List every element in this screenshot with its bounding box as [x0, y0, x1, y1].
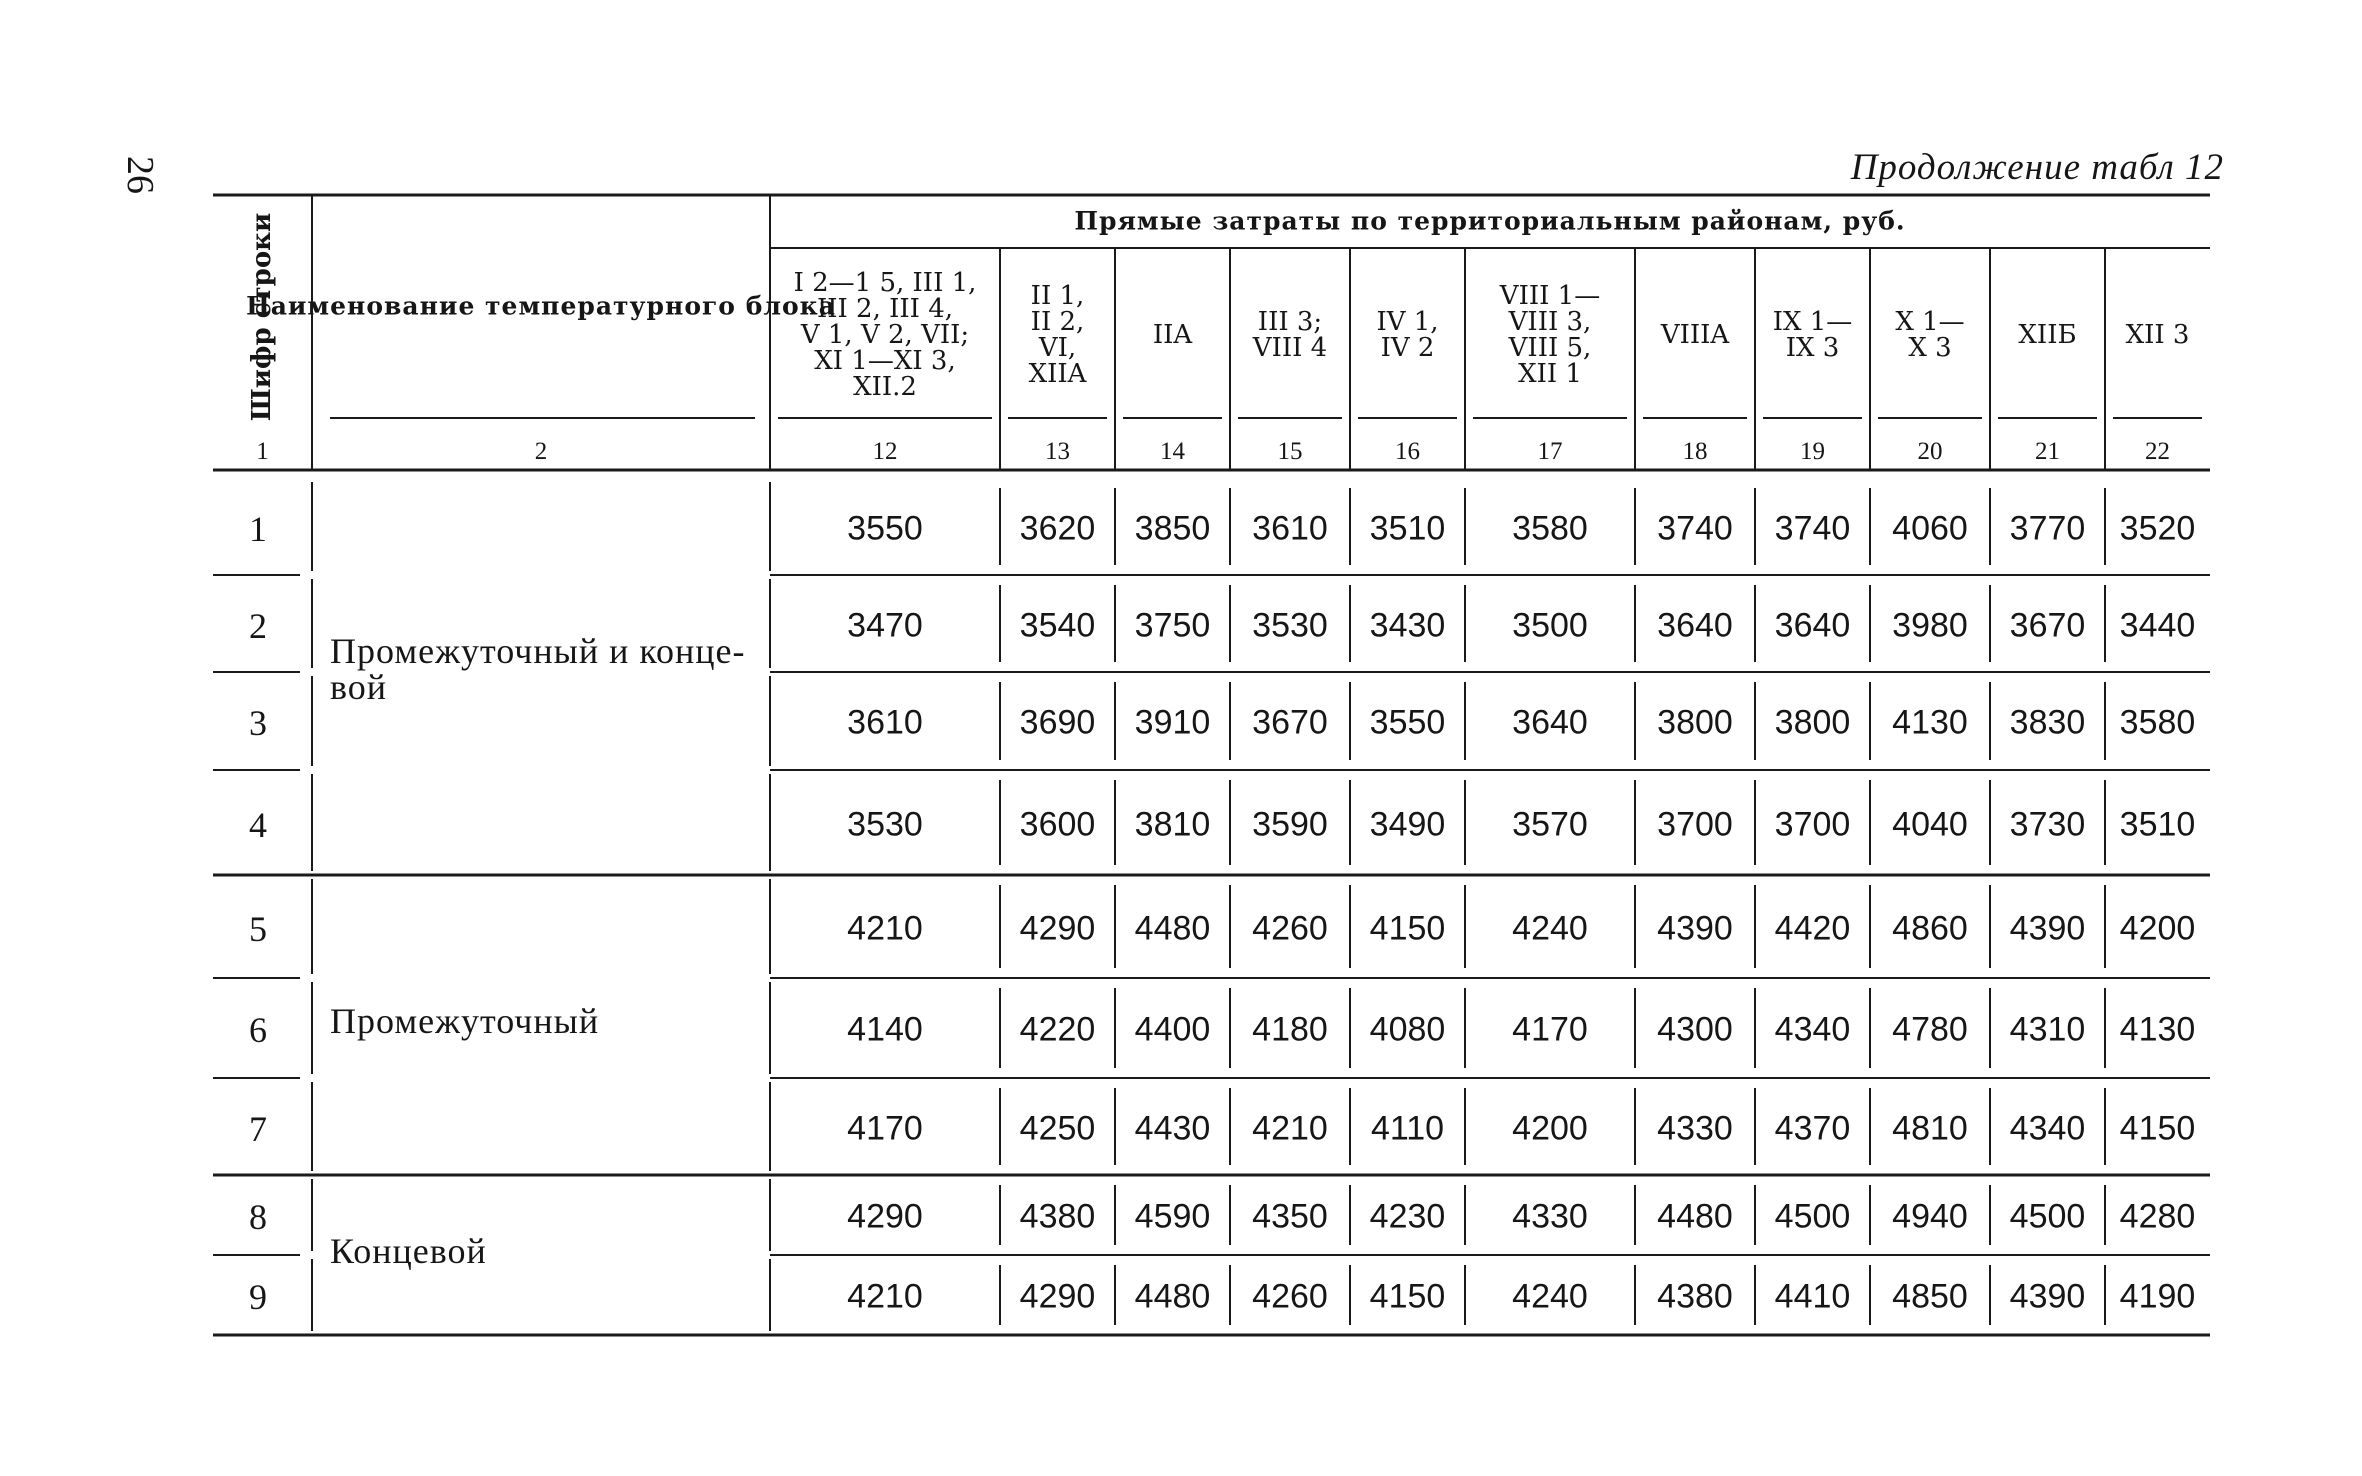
- page-number: 26: [119, 156, 161, 194]
- table-continuation-caption: Продолжение табл 12: [1850, 147, 2224, 188]
- column-number-14: 14: [1160, 438, 1185, 465]
- cost-cell: 4390: [2009, 1277, 2086, 1316]
- cost-cell: 4290: [847, 1197, 923, 1236]
- cost-cell: 4290: [1019, 909, 1096, 947]
- row-code: 9: [249, 1277, 267, 1317]
- cost-cell: 4260: [1252, 909, 1328, 947]
- row-code: 5: [249, 908, 267, 949]
- cost-cell: 4340: [1774, 1010, 1851, 1049]
- cost-cell: 4260: [1252, 1277, 1328, 1316]
- cost-cell: 4210: [1252, 1109, 1328, 1147]
- cost-cell: 3810: [1134, 805, 1211, 843]
- cost-cell: 3540: [1019, 606, 1096, 644]
- cost-cell: 3670: [1252, 703, 1328, 742]
- column-number-20: 20: [1917, 438, 1943, 465]
- cost-cell: 3600: [1019, 805, 1096, 843]
- cost-cell: 3490: [1369, 805, 1446, 843]
- cost-cell: 3640: [1774, 606, 1851, 644]
- cost-cell: 3580: [1512, 509, 1588, 547]
- cost-cell: 4480: [1134, 909, 1211, 947]
- cost-cell: 4860: [1892, 909, 1968, 947]
- header-district-11: XII 3: [2125, 320, 2190, 350]
- header-district-7: VIIIA: [1660, 320, 1730, 350]
- cost-cell: 4240: [1512, 1277, 1588, 1316]
- cost-cell: 4150: [1369, 1277, 1446, 1316]
- cost-cell: 3690: [1019, 703, 1096, 742]
- cost-cell: 3750: [1134, 606, 1211, 644]
- cost-cell: 3610: [1252, 509, 1328, 547]
- cost-cell: 4300: [1657, 1010, 1733, 1049]
- row-code: 7: [249, 1108, 267, 1149]
- cost-cell: 4210: [847, 1277, 923, 1316]
- cost-cell: 4210: [847, 909, 923, 947]
- header-district-6: VIII 1— VIII 3, VIII 5, XII 1: [1499, 281, 1601, 389]
- cost-cell: 3800: [1657, 703, 1733, 742]
- cost-cell: 4400: [1134, 1010, 1211, 1049]
- cost-cell: 3530: [1252, 606, 1328, 644]
- cost-cell: 3530: [847, 805, 923, 843]
- cost-cell: 4220: [1019, 1010, 1096, 1049]
- cost-cell: 4390: [2009, 909, 2086, 947]
- row-code: 8: [249, 1197, 267, 1237]
- header-row-code: Шифр строки: [247, 212, 277, 421]
- column-number-19: 19: [1800, 438, 1825, 465]
- row-code: 4: [249, 804, 267, 845]
- cost-cell: 4340: [2009, 1109, 2086, 1147]
- header-block-name: Наименование температурного блока: [246, 291, 836, 321]
- row-code: 3: [249, 703, 267, 743]
- header-district-5: IV 1, IV 2: [1376, 307, 1439, 363]
- column-number-13: 13: [1045, 438, 1070, 465]
- cost-cell: 3550: [1369, 703, 1446, 742]
- column-number-22: 22: [2145, 438, 2170, 465]
- cost-cell: 4240: [1512, 909, 1588, 947]
- temperature-block-name: Промежуточный и конце- вой: [330, 630, 746, 707]
- cost-cell: 4200: [2119, 909, 2196, 947]
- temperature-block-name: Промежуточный: [330, 1001, 600, 1041]
- header-district-4: III 3; VIII 4: [1252, 307, 1328, 363]
- column-number-18: 18: [1682, 438, 1708, 465]
- header-district-3: IIA: [1152, 320, 1193, 350]
- column-number-17: 17: [1537, 438, 1563, 465]
- column-number-1: 1: [256, 438, 269, 465]
- header-district-2: II 1, II 2, VI, XIIA: [1028, 281, 1087, 389]
- cost-cell: 4150: [1369, 909, 1446, 947]
- row-code: 2: [249, 605, 267, 646]
- cost-cell: 3470: [847, 606, 923, 644]
- row-code: 6: [249, 1010, 267, 1050]
- column-number-16: 16: [1395, 438, 1420, 465]
- cost-cell: 3520: [2119, 509, 2196, 547]
- cost-cell: 4140: [847, 1010, 923, 1049]
- cost-cell: 3740: [1657, 509, 1733, 547]
- cost-cell: 3580: [2119, 703, 2196, 742]
- cost-cell: 4310: [2009, 1010, 2086, 1049]
- cost-cell: 4410: [1774, 1277, 1851, 1316]
- cost-cell: 3500: [1512, 606, 1588, 644]
- cost-cell: 3670: [2009, 606, 2086, 644]
- header-district-8: IX 1— IX 3: [1772, 307, 1853, 363]
- cost-cell: 4200: [1512, 1109, 1588, 1147]
- cost-cell: 3610: [847, 703, 923, 742]
- cost-cell: 4110: [1370, 1109, 1445, 1147]
- cost-cell: 4080: [1369, 1010, 1446, 1049]
- cost-cell: 3770: [2009, 509, 2086, 547]
- cost-cell: 4780: [1892, 1010, 1968, 1049]
- cost-cell: 4350: [1252, 1197, 1328, 1236]
- cost-cell: 4190: [2119, 1277, 2196, 1316]
- cost-cell: 3640: [1657, 606, 1733, 644]
- cost-cell: 4130: [2119, 1010, 2196, 1049]
- cost-cell: 4150: [2119, 1109, 2196, 1147]
- column-number-2: 2: [534, 438, 548, 465]
- cost-cell: 4430: [1134, 1109, 1211, 1147]
- cost-cell: 4480: [1134, 1277, 1211, 1316]
- column-number-15: 15: [1277, 438, 1303, 465]
- cost-cell: 3700: [1657, 805, 1733, 843]
- row-code: 1: [249, 508, 267, 549]
- cost-cell: 4290: [1019, 1277, 1096, 1316]
- cost-cell: 4060: [1892, 509, 1968, 547]
- header-district-1: I 2—1 5, III 1, III 2, III 4, V 1, V 2, VII; XI 1—XI 3, XII.2: [793, 268, 977, 402]
- cost-cell: 4590: [1134, 1197, 1211, 1236]
- cost-cell: 4940: [1892, 1197, 1968, 1236]
- temperature-block-name: Концевой: [330, 1231, 487, 1271]
- column-number-21: 21: [2035, 438, 2060, 465]
- cost-cell: 4850: [1892, 1277, 1968, 1316]
- header-district-9: X 1— X 3: [1895, 307, 1965, 363]
- cost-cell: 3850: [1134, 509, 1211, 547]
- column-number-12: 12: [872, 438, 898, 465]
- cost-cell: 3740: [1774, 509, 1851, 547]
- cost-cell: 4330: [1657, 1109, 1733, 1147]
- header-direct-costs: Прямые затраты по территориальным районам, руб.: [1074, 206, 1906, 236]
- cost-cell: 4170: [847, 1109, 923, 1147]
- cost-cell: 4170: [1512, 1010, 1588, 1049]
- cost-cell: 3510: [1369, 509, 1446, 547]
- header-district-10: XIIБ: [2018, 320, 2077, 350]
- cost-cell: 3980: [1892, 606, 1968, 644]
- cost-cell: 3510: [2119, 805, 2196, 843]
- cost-cell: 4480: [1657, 1197, 1733, 1236]
- cost-cell: 4330: [1512, 1197, 1588, 1236]
- cost-cell: 3700: [1774, 805, 1851, 843]
- cost-cell: 3640: [1512, 703, 1588, 742]
- cost-cell: 3590: [1252, 805, 1328, 843]
- cost-cell: 4390: [1657, 909, 1733, 947]
- cost-cell: 4500: [1774, 1197, 1851, 1236]
- cost-cell: 3550: [847, 509, 923, 547]
- cost-cell: 3430: [1369, 606, 1446, 644]
- cost-cell: 4370: [1774, 1109, 1851, 1147]
- cost-cell: 3730: [2009, 805, 2086, 843]
- cost-cell: 3440: [2119, 606, 2196, 644]
- cost-cell: 3800: [1774, 703, 1851, 742]
- cost-cell: 4380: [1019, 1197, 1096, 1236]
- cost-cell: 4420: [1774, 909, 1851, 947]
- cost-cell: 3910: [1134, 703, 1211, 742]
- cost-cell: 4380: [1657, 1277, 1733, 1316]
- cost-cell: 4810: [1892, 1109, 1968, 1147]
- cost-cell: 4130: [1892, 703, 1968, 742]
- cost-cell: 3570: [1512, 805, 1588, 843]
- cost-cell: 4250: [1019, 1109, 1096, 1147]
- cost-cell: 4280: [2119, 1197, 2196, 1236]
- cost-cell: 3620: [1019, 509, 1096, 547]
- cost-cell: 4500: [2009, 1197, 2086, 1236]
- cost-cell: 4230: [1369, 1197, 1446, 1236]
- cost-cell: 4180: [1252, 1010, 1328, 1049]
- cost-cell: 4040: [1892, 805, 1968, 843]
- cost-cell: 3830: [2009, 703, 2086, 742]
